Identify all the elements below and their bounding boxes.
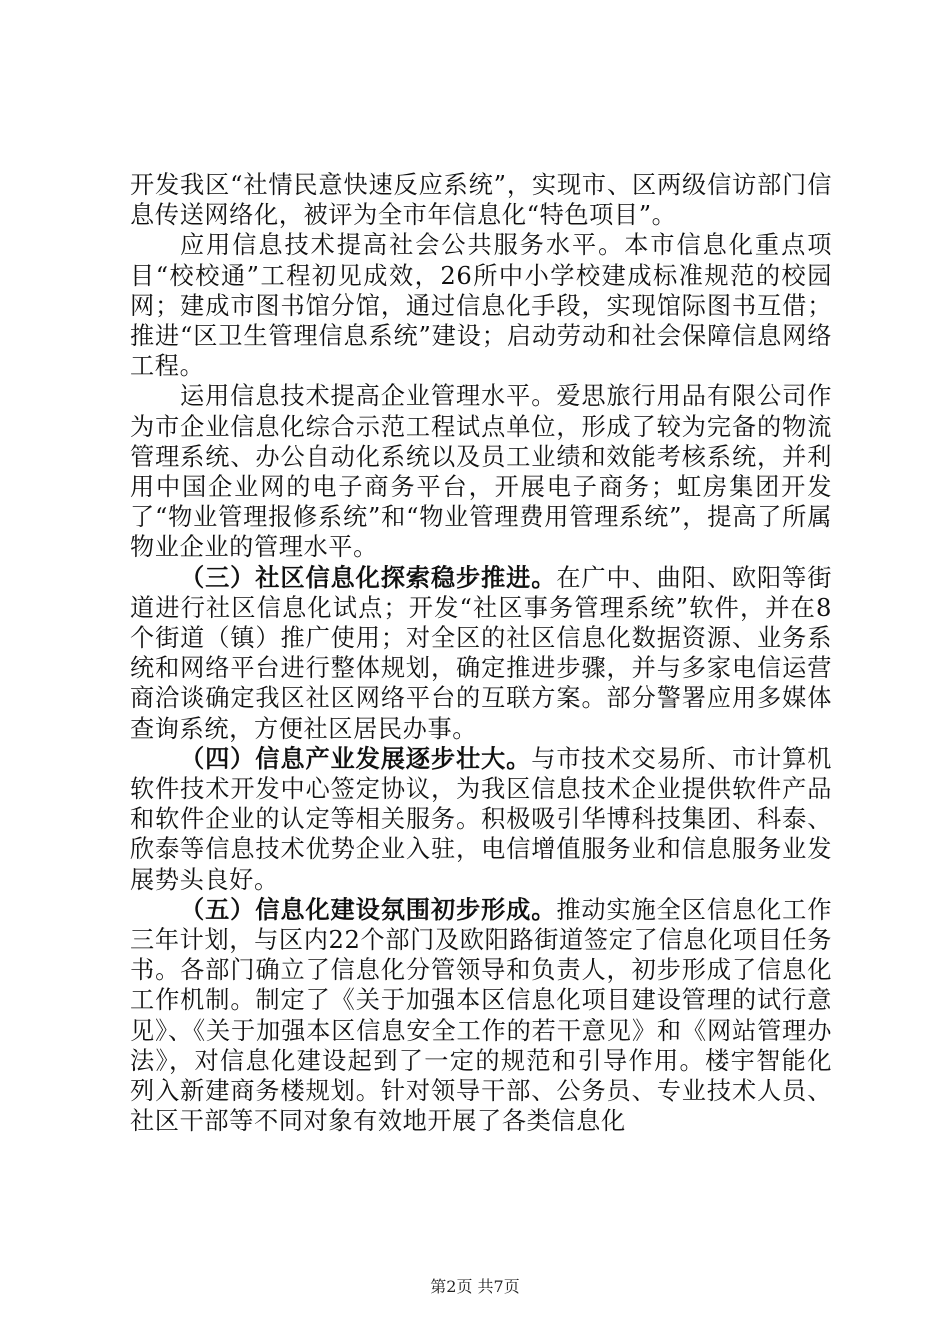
paragraph-3 bbox=[130, 381, 832, 562]
section-heading-3: （三）社区信息化探索稳步推进。 bbox=[180, 562, 557, 592]
paragraph-4 bbox=[130, 563, 832, 744]
paragraph-1-text: 开发我区“社情民意快速反应系统”，实现市、区两级信访部门信息传送网络化，被评为全市年信息化“特色项目”。 bbox=[130, 171, 832, 230]
paragraph-2 bbox=[130, 230, 832, 381]
section-heading-4: （四）信息产业发展逐步壮大。 bbox=[180, 743, 532, 773]
section-heading-5: （五）信息化建设氛围初步形成。 bbox=[180, 894, 557, 924]
paragraph-3-text: 运用信息技术提高企业管理水平。爱思旅行用品有限公司作为市企业信息化综合示范工程试点单位，形成了较为完备的物流管理系统、办公自动化系统以及员工业绩和效能考核系统，并利用中国企业网的电子商务平台，开展电子商务；虹房集团开发了“物业管理报修系统”和“物业管理费用管理系统”，提高了所属物业企业的管理水平。 bbox=[130, 382, 832, 562]
paragraph-4-text: 在广中、曲阳、欧阳等街道进行社区信息化试点；开发“社区事务管理系统”软件，并在8个街道（镇）推广使用；对全区的社区信息化数据资源、业务系统和网络平台进行整体规划，确定推进步骤，并与多家电信运营商洽谈确定我区社区网络平台的互联方案。部分警署应用多媒体查询系统，方便社区居民办事。 bbox=[130, 563, 832, 743]
paragraph-6 bbox=[130, 895, 832, 1137]
paragraph-1 bbox=[130, 170, 832, 230]
document-body bbox=[130, 170, 832, 1137]
page-number: 第2页 共7页 bbox=[430, 1277, 520, 1296]
paragraph-5 bbox=[130, 744, 832, 895]
paragraph-6-text: 推动实施全区信息化工作三年计划，与区内22个部门及欧阳路街道签定了信息化项目任务书。各部门确立了信息化分管领导和负责人，初步形成了信息化工作机制。制定了《关于加强本区信息化项目建设管理的试行意见》、《关于加强本区信息安全工作的若干意见》和《网站管理办法》，对信息化建设起到了一定的规范和引导作用。楼宇智能化列入新建商务楼规划。针对领导干部、公务员、专业技术人员、社区干部等不同对象有效地开展了各类信息化 bbox=[130, 895, 832, 1136]
paragraph-5-text: 与市技术交易所、市计算机软件技术开发中心签定协议，为我区信息技术企业提供软件产品和软件企业的认定等相关服务。积极吸引华博科技集团、科泰、欣泰等信息技术优势企业入驻，电信增值服务业和信息服务业发展势头良好。 bbox=[130, 744, 832, 894]
page-footer bbox=[0, 1274, 950, 1297]
paragraph-2-text: 应用信息技术提高社会公共服务水平。本市信息化重点项目“校校通”工程初见成效，26所中小学校建成标准规范的校园网；建成市图书馆分馆，通过信息化手段，实现馆际图书互借；推进“区卫生管理信息系统”建设；启动劳动和社会保障信息网络工程。 bbox=[130, 231, 832, 381]
